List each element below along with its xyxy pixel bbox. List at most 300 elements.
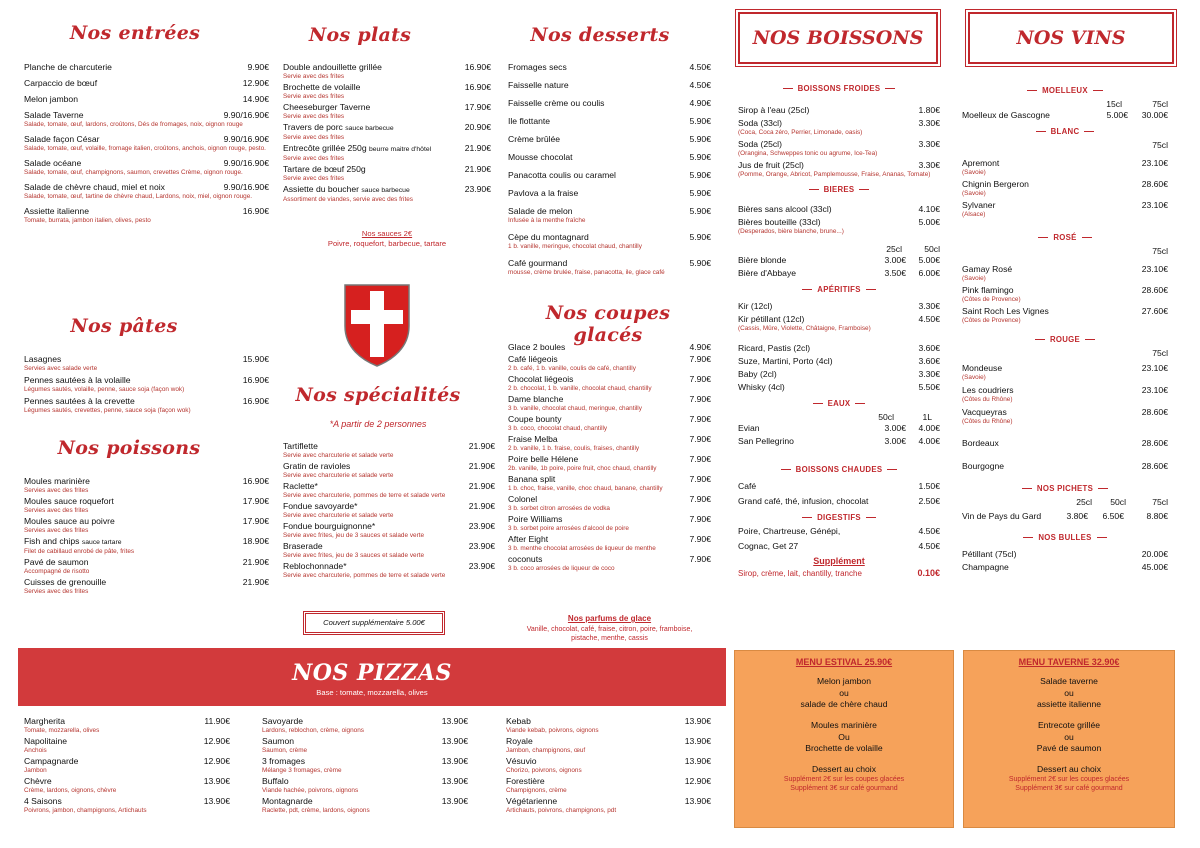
drink-row	[738, 139, 940, 150]
menu-item-row	[24, 375, 269, 386]
pizza-item	[24, 796, 230, 815]
item-description: Servie avec des frites	[283, 113, 345, 120]
item-name: Crème brûlée	[508, 134, 561, 144]
menu-item	[283, 481, 495, 500]
item-price: 4.00€	[918, 423, 940, 433]
item-price: 3.60€	[918, 356, 940, 366]
item-name: Salade de melon	[508, 206, 573, 216]
pizza-description: Saumon, crème	[262, 747, 308, 754]
item-price: 4.50€	[689, 62, 711, 72]
pizza-description: Artichauts, poivrons, champignons, pdt	[506, 807, 617, 814]
item-price: 3.30€	[918, 118, 940, 128]
menu-item-row	[24, 110, 269, 121]
column-header: 75cl	[1152, 246, 1168, 256]
item-price: 9.90€	[247, 62, 269, 72]
menu-line: salade de chère chaud	[800, 699, 888, 709]
item-name: Panacotta coulis ou caramel	[508, 170, 616, 180]
section-heading	[962, 533, 1168, 542]
column-header: 50cl	[924, 244, 940, 254]
item-price: 3.50€	[884, 268, 906, 278]
item-price: 3.30€	[918, 160, 940, 170]
item-name: Tartare de bœuf 250g	[283, 164, 366, 174]
pizza-row	[262, 796, 468, 807]
item-origin: (Savoie)	[962, 275, 986, 282]
menu-item-row	[283, 561, 495, 572]
item-price: 23.90€	[464, 184, 491, 194]
wine-item	[962, 438, 1168, 449]
menu-item	[24, 516, 269, 535]
item-price: 5.90€	[689, 258, 711, 268]
item-name: Tartiflette	[283, 441, 318, 451]
menu-item	[508, 342, 711, 353]
item-price: 21.90€	[468, 481, 495, 491]
wine-item	[962, 363, 1168, 382]
price-row	[738, 268, 940, 279]
pizza-price: 13.90€	[441, 776, 468, 786]
entrees-title: Nos entrées	[69, 22, 201, 44]
pizza-row	[506, 716, 711, 727]
menu-item-row	[24, 206, 269, 217]
menu-item	[283, 143, 491, 163]
pizza-name: Chèvre	[24, 776, 52, 786]
item-price: 5.90€	[689, 188, 711, 198]
item-price: 21.90€	[464, 164, 491, 174]
item-name: Bière d'Abbaye	[738, 268, 797, 278]
menu-item	[508, 62, 711, 73]
section-heading	[738, 285, 940, 294]
menu-item	[508, 554, 711, 573]
menu-item-row	[24, 516, 269, 527]
menu-item-row	[283, 122, 491, 134]
pizza-price: 12.90€	[203, 756, 230, 766]
pizza-row	[506, 776, 711, 787]
menu-item-row	[24, 134, 269, 145]
price-row	[738, 255, 940, 266]
menu-item	[508, 188, 711, 199]
item-name: Fromages secs	[508, 62, 567, 72]
drink-item	[738, 541, 940, 552]
menu-item-row	[508, 434, 711, 445]
drink-item	[738, 217, 940, 236]
plats-list	[283, 62, 491, 205]
item-name: Ricard, Pastis (2cl)	[738, 343, 811, 353]
item-price: 5.90€	[689, 170, 711, 180]
coupes-title: Nos coupes glacés	[545, 302, 671, 346]
menu-item	[24, 62, 269, 73]
item-name: Assiette du boucher	[283, 184, 359, 194]
item-name: Bières sans alcool (33cl)	[738, 204, 832, 214]
item-price: 14.90€	[242, 94, 269, 104]
drink-row	[738, 204, 940, 215]
item-name: Chocolat liégeois	[508, 374, 574, 384]
spacer	[735, 667, 953, 676]
item-price: 4.90€	[689, 98, 711, 108]
drink-item	[738, 382, 940, 393]
item-description: (Desperados, bière blanche, brune...)	[738, 228, 844, 235]
pizza-description: Lardons, reblochon, crème, oignons	[262, 727, 364, 734]
item-name: Poire, Chartreuse, Génépi,	[738, 526, 841, 536]
drink-item	[962, 158, 1168, 177]
menu-item	[283, 122, 491, 142]
item-price: 7.90€	[689, 554, 711, 564]
menu-item-row	[283, 441, 495, 452]
item-description: 3 b. coco arrosées de liqueur de coco	[508, 565, 615, 572]
pizza-item	[262, 776, 468, 795]
wine-item	[962, 385, 1168, 404]
menu-item-row	[24, 496, 269, 507]
pizza-row	[506, 796, 711, 807]
drink-item	[962, 549, 1168, 560]
menu-item	[283, 561, 495, 580]
menu-item	[508, 414, 711, 433]
section-heading	[962, 233, 1168, 242]
item-name: Les coudriers	[962, 385, 1014, 395]
section-dash-left	[1027, 90, 1037, 91]
column-header: 50cl	[1110, 497, 1126, 507]
menu-item	[508, 258, 711, 277]
drink-item	[738, 356, 940, 367]
item-description: Salade, tomate, œuf, tartine de chèvre chaud, Lardons, noix, miel, oignon rouge.	[24, 193, 253, 200]
item-price: 5.90€	[689, 152, 711, 162]
menu-item	[283, 541, 495, 560]
item-name: San Pellegrino	[738, 436, 794, 446]
item-description: Servie avec frites, jeu de 3 sauces et salade verte	[283, 552, 425, 559]
menu-line: Salade taverne	[1040, 676, 1098, 686]
pizza-item	[24, 736, 230, 755]
menu-item	[283, 521, 495, 540]
menu-note: Supplément 3€ sur café gourmand	[1015, 785, 1123, 792]
item-price: 7.90€	[689, 514, 711, 524]
menu-item	[508, 152, 711, 163]
item-price: 21.90€	[464, 143, 491, 153]
item-description: 2 b. vanille, 1 b. fraise, coulis, fraises, chantilly	[508, 445, 640, 452]
pizzas-title: NOS PIZZAS	[292, 660, 452, 686]
section-dash-left	[802, 517, 812, 518]
menu-item-row	[508, 188, 711, 199]
item-name: Faisselle nature	[508, 80, 569, 90]
menu-item	[24, 134, 269, 153]
menu-item-row	[508, 454, 711, 465]
item-description: Servies avec salade verte	[24, 365, 98, 372]
drink-item	[738, 204, 940, 215]
price-row	[738, 436, 940, 447]
drink-row	[962, 158, 1168, 169]
section-dash-right	[1084, 131, 1094, 132]
item-name: Pennes sautées à la crevette	[24, 396, 135, 406]
item-price: 23.90€	[468, 521, 495, 531]
drink-row	[738, 118, 940, 129]
item-price: 6.50€	[1102, 511, 1124, 521]
drink-item	[962, 264, 1168, 283]
menu-item	[508, 434, 711, 453]
section-title: BOISSONS FROIDES	[797, 84, 881, 93]
section-heading	[738, 399, 940, 408]
section-dash-right	[885, 88, 895, 89]
column-headers	[738, 412, 940, 423]
item-price: 1.80€	[918, 105, 940, 115]
item-price: 21.90€	[468, 501, 495, 511]
item-price: 7.90€	[689, 474, 711, 484]
menu-or: ou	[1064, 688, 1074, 698]
pizza-price: 12.90€	[203, 736, 230, 746]
pizza-price: 13.90€	[441, 736, 468, 746]
section-dash-right	[1093, 90, 1103, 91]
menu-item-row	[508, 534, 711, 545]
menu-item	[24, 110, 269, 129]
drink-row	[738, 160, 940, 171]
item-description: Servie avec des frites	[283, 73, 345, 80]
item-description: Infusée à la menthe fraîche	[508, 217, 586, 224]
menu-item	[24, 94, 269, 105]
item-name: Poire Williams	[508, 514, 563, 524]
item-price: 9.90/16.90€	[223, 182, 269, 192]
pizza-row	[24, 736, 230, 747]
drink-row	[962, 200, 1168, 211]
item-price: 5.00€	[918, 217, 940, 227]
pizza-item	[506, 796, 711, 815]
pizza-row	[506, 756, 711, 767]
column-header: 25cl	[886, 244, 902, 254]
desserts-title: Nos desserts	[530, 24, 670, 46]
spacer	[962, 221, 1168, 227]
menu-item-row	[508, 116, 711, 127]
item-description: Servies avec des frites	[24, 507, 89, 514]
column-header: 25cl	[1076, 497, 1092, 507]
item-description: Servie avec charcuterie, pommes de terre et salade verte	[283, 572, 446, 579]
pizza-item	[262, 756, 468, 775]
menu-item-row	[508, 494, 711, 505]
item-price: 5.90€	[689, 232, 711, 242]
item-extra: beurre maitre d'hôtel	[369, 146, 432, 153]
section-dash-left	[1023, 537, 1033, 538]
menu-item	[508, 374, 711, 393]
item-price: 3.60€	[918, 343, 940, 353]
pizza-description: Jambon	[24, 767, 47, 774]
item-description: 3 b. vanille, chocolat chaud, meringue, chantilly	[508, 405, 642, 412]
item-name: coconuts	[508, 554, 543, 564]
item-price: 7.90€	[689, 354, 711, 364]
pizza-description: Champignons, crème	[506, 787, 567, 794]
section-dash-right	[1085, 339, 1095, 340]
item-origin: (Côtes du Rhône)	[962, 396, 1013, 403]
pizza-price: 13.90€	[441, 756, 468, 766]
section-dash-right	[855, 403, 865, 404]
pizza-name: 4 Saisons	[24, 796, 62, 806]
item-price: 2.50€	[918, 496, 940, 506]
menu-item	[508, 98, 711, 109]
menu-item-row	[24, 354, 269, 365]
wine-row	[962, 385, 1168, 396]
price-row	[738, 423, 940, 434]
item-name: Poire belle Hélene	[508, 454, 579, 464]
menu-item-row	[24, 396, 269, 407]
pizza-banner	[18, 648, 726, 706]
pizza-item	[262, 716, 468, 735]
item-extra: sauce barbecue	[361, 187, 410, 194]
item-description: Servie avec des frites	[283, 93, 345, 100]
menu-item-row	[24, 158, 269, 169]
item-description: 1 b. choc, fraise, vanille, choc chaud, banane, chantilly	[508, 485, 663, 492]
poissons-list	[24, 476, 269, 597]
menu-item	[283, 501, 495, 520]
pizza-row	[24, 716, 230, 727]
item-name: Raclette*	[283, 481, 318, 491]
item-description: Servie avec des frites	[283, 175, 345, 182]
item-name: Bourgogne	[962, 461, 1005, 471]
item-price: 5.90€	[689, 134, 711, 144]
item-name: Vin de Pays du Gard	[962, 511, 1042, 521]
item-description: Servie avec charcuterie et salade verte	[283, 452, 394, 459]
item-origin: (Côtes de Provence)	[962, 317, 1021, 324]
coupes-list	[508, 342, 711, 574]
section-heading	[738, 513, 940, 522]
plats-title: Nos plats	[308, 24, 412, 46]
item-price: 3.00€	[884, 436, 906, 446]
spacer	[962, 327, 1168, 329]
item-price: 3.30€	[918, 301, 940, 311]
drink-row	[738, 356, 940, 367]
poissons-title: Nos poissons	[57, 437, 201, 459]
item-price: 28.60€	[1141, 407, 1168, 417]
item-name: Moules sauce roquefort	[24, 496, 114, 506]
item-price: 16.90€	[242, 375, 269, 385]
item-price: 5.90€	[689, 116, 711, 126]
item-origin: (Côtes de Provence)	[962, 296, 1021, 303]
pizza-name: Royale	[506, 736, 533, 746]
item-name: Dame blanche	[508, 394, 564, 404]
pizza-name: 3 fromages	[262, 756, 305, 766]
menu-item-row	[24, 577, 269, 588]
item-price: 16.90€	[464, 62, 491, 72]
pizza-description: Viande kebab, poivrons, oignons	[506, 727, 599, 734]
item-origin: (Alsace)	[962, 211, 986, 218]
item-name: Bordeaux	[962, 438, 999, 448]
menu-item-row	[508, 374, 711, 385]
menu-line: Dessert au choix	[1036, 764, 1101, 774]
item-price: 23.90€	[468, 561, 495, 571]
item-price: 7.90€	[689, 454, 711, 464]
item-price: 4.50€	[689, 80, 711, 90]
menu-item-row	[508, 134, 711, 145]
menu-line: Melon jambon	[817, 676, 871, 686]
drink-item	[962, 179, 1168, 198]
item-name: Apremont	[962, 158, 1000, 168]
menu-item-row	[508, 514, 711, 525]
item-description: Assortiment de viandes, servie avec des frites	[283, 196, 414, 203]
item-name: Kir pétillant (12cl)	[738, 314, 805, 324]
item-price: 4.50€	[918, 314, 940, 324]
menu-item-row	[283, 461, 495, 472]
drink-item	[738, 314, 940, 333]
item-name: Moules sauce au poivre	[24, 516, 115, 526]
savoie-coat-of-arms	[342, 282, 412, 368]
wine-row	[962, 363, 1168, 374]
menu-item	[508, 394, 711, 413]
item-name: Sylvaner	[962, 200, 996, 210]
item-price: 3.00€	[884, 423, 906, 433]
menu-note: Supplément 2€ sur les coupes glacées	[1008, 776, 1130, 783]
item-name: Soda (33cl)	[738, 118, 782, 128]
drink-row	[738, 526, 940, 537]
menu-item	[24, 557, 269, 576]
section-dash-left	[1035, 339, 1045, 340]
item-name: Champagne	[962, 562, 1009, 572]
menu-item	[508, 454, 711, 473]
item-name: Entrecôte grillée 250g	[283, 143, 367, 153]
pizza-row	[262, 736, 468, 747]
column-headers	[962, 497, 1168, 508]
item-name: Café	[738, 481, 757, 491]
pizza-price: 13.90€	[441, 796, 468, 806]
item-price: 7.90€	[689, 434, 711, 444]
menu-item	[24, 396, 269, 415]
menu-item-row	[508, 98, 711, 109]
drink-row	[738, 217, 940, 228]
supplement-row	[738, 568, 940, 579]
menu-item	[24, 496, 269, 515]
pizza-item	[506, 756, 711, 775]
item-price: 16.90€	[242, 396, 269, 406]
column-header: 75cl	[1152, 348, 1168, 358]
item-price: 16.90€	[464, 82, 491, 92]
menu-item	[283, 62, 491, 81]
menu-item	[508, 232, 711, 251]
menu-item-row	[508, 170, 711, 181]
drink-row	[738, 541, 940, 552]
pizza-name: Vésuvio	[506, 756, 537, 766]
menu-item	[24, 577, 269, 596]
pizza-description: Tomate, mozzarella, olives	[24, 727, 100, 734]
menu-item-row	[508, 554, 711, 565]
item-name: Soda (25cl)	[738, 139, 782, 149]
item-name: Coupe bounty	[508, 414, 562, 424]
item-name: Vacqueyras	[962, 407, 1007, 417]
item-price: 23.10€	[1141, 200, 1168, 210]
drink-item	[738, 496, 940, 507]
pizza-name: Campagnarde	[24, 756, 79, 766]
item-price: 23.10€	[1141, 264, 1168, 274]
pizza-item	[262, 796, 468, 815]
item-price: 4.50€	[918, 526, 940, 536]
pizza-description: Chorizo, poivrons, oignons	[506, 767, 582, 774]
wine-row	[962, 438, 1168, 449]
pizza-name: Margherita	[24, 716, 66, 726]
item-description: (Pomme, Orange, Abricot, Pamplemousse, Fraise, Ananas, Tomate)	[738, 171, 931, 178]
menu-item-row	[508, 232, 711, 243]
wine-item	[962, 407, 1168, 426]
pizza-row	[24, 796, 230, 807]
item-name: Fish and chips	[24, 536, 80, 546]
item-name: Planche de charcuterie	[24, 62, 112, 72]
item-name: Moelleux de Gascogne	[962, 110, 1050, 120]
item-name: Double andouillette grillée	[283, 62, 382, 72]
pizza-price: 13.90€	[684, 756, 711, 766]
drink-row	[738, 343, 940, 354]
pizza-price: 12.90€	[684, 776, 711, 786]
menu-item-row	[283, 501, 495, 512]
drink-row	[738, 105, 940, 116]
menu-item	[508, 80, 711, 91]
section-heading	[738, 185, 940, 194]
menu-line: assiette italienne	[1036, 699, 1102, 709]
specialites-subtitle: *A partir de 2 personnes	[329, 419, 427, 429]
couvert-text: Couvert supplémentaire 5.00€	[323, 618, 425, 627]
pizza-name: Végétarienne	[506, 796, 558, 806]
item-price: 23.10€	[1141, 363, 1168, 373]
pizza-description: Anchois	[24, 747, 47, 754]
menu-item	[508, 354, 711, 373]
pizza-row	[262, 776, 468, 787]
